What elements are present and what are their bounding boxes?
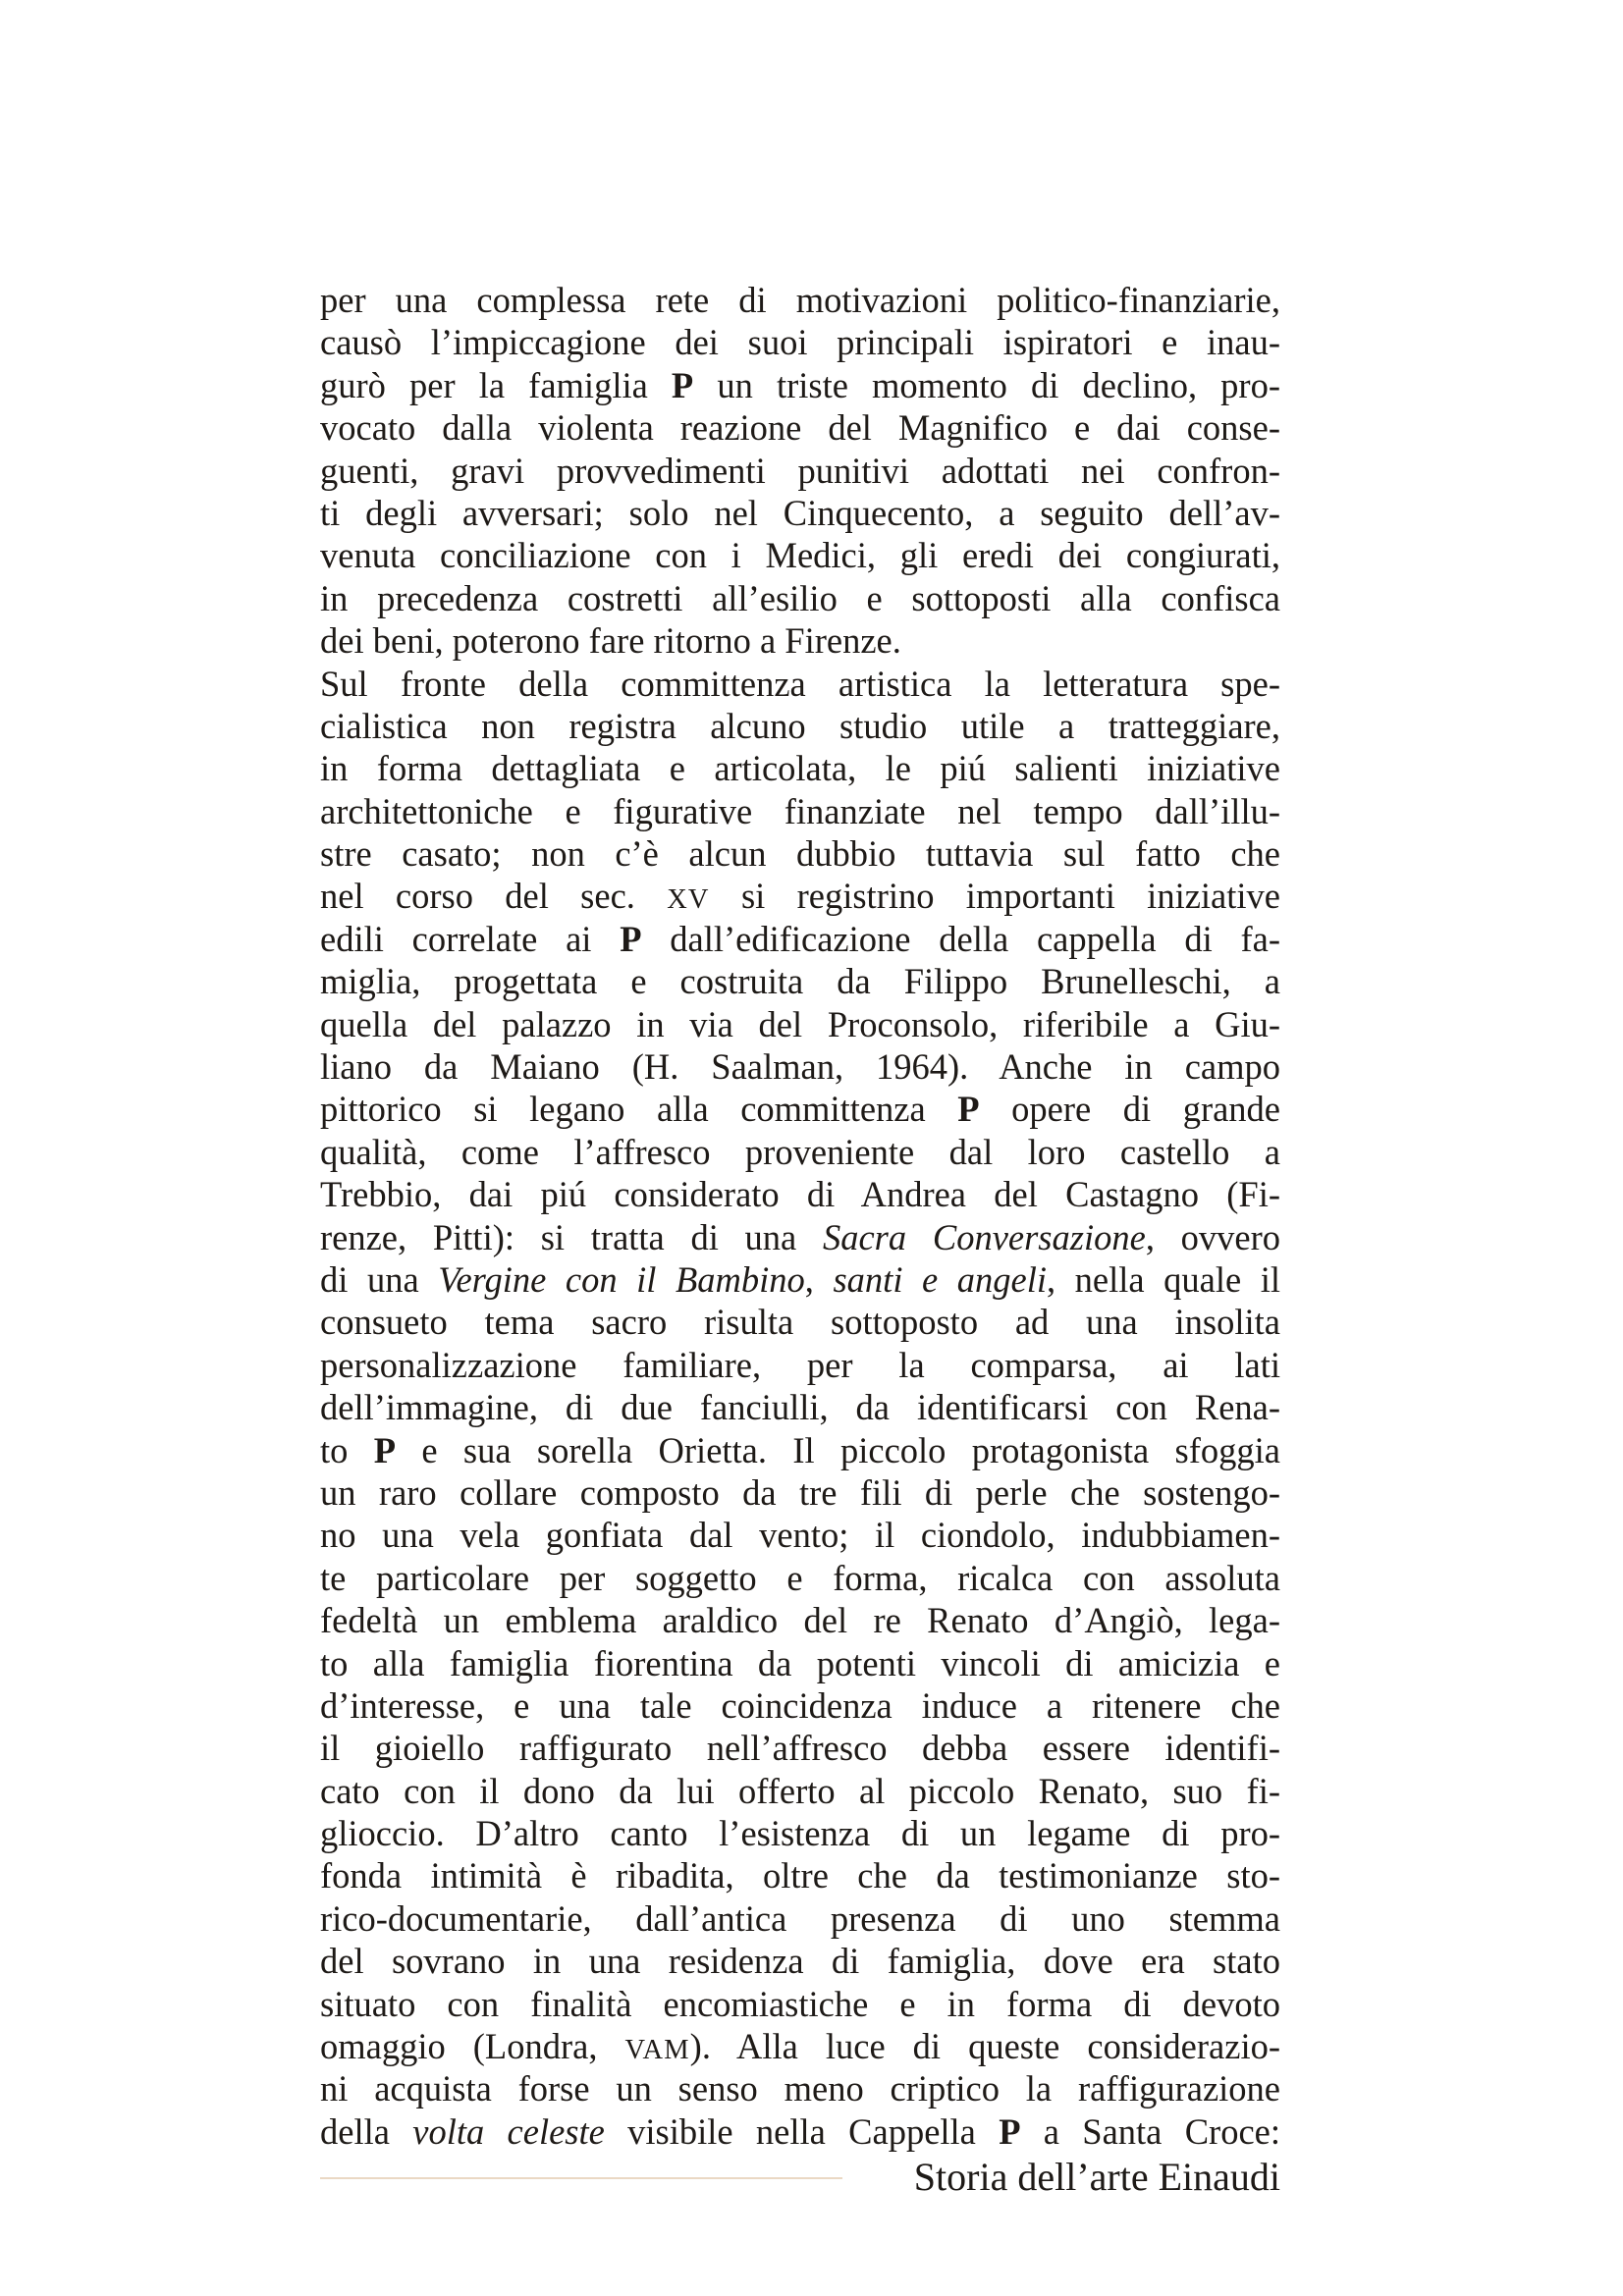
text-run: gurò per la famiglia bbox=[320, 364, 672, 405]
italic-title: volta celeste bbox=[412, 2110, 605, 2152]
family-initial-bold: P bbox=[671, 364, 694, 405]
text-run: per una complessa rete di motivazioni politico-finanziarie, bbox=[320, 280, 1280, 320]
text-line bbox=[320, 1088, 1280, 1130]
text-line bbox=[320, 1599, 1280, 1641]
text-line bbox=[320, 1173, 1280, 1215]
text-run: , ovvero bbox=[1145, 1216, 1280, 1257]
text-run: te particolare per soggetto e forma, ricalca con assoluta bbox=[320, 1557, 1280, 1598]
small-caps-text: VAM bbox=[624, 2035, 690, 2066]
italic-title: Vergine con il Bambino bbox=[438, 1258, 805, 1300]
text-run: qualità, come l’affresco proveniente dal loro castello a bbox=[320, 1131, 1280, 1172]
text-run: causò l’impiccagione dei suoi principali ispiratori e inau- bbox=[320, 322, 1280, 363]
text-line bbox=[320, 1344, 1280, 1386]
text-run: edili correlate ai bbox=[320, 918, 621, 959]
text-run: fedeltà un emblema araldico del re Renato d’Angiò, lega- bbox=[320, 1600, 1280, 1641]
text-line bbox=[320, 1642, 1280, 1684]
family-initial-bold: P bbox=[620, 918, 642, 959]
text-line bbox=[320, 1216, 1280, 1258]
text-run: dall’edificazione della cappella di fa- bbox=[641, 918, 1280, 959]
footer-title: Storia dell’arte Einaudi bbox=[913, 2155, 1280, 2199]
text-line bbox=[320, 790, 1280, 832]
text-run: liano da Maiano (H. Saalman, 1964). Anche in campo bbox=[320, 1046, 1280, 1088]
text-line bbox=[320, 1386, 1280, 1428]
text-line bbox=[320, 279, 1280, 321]
text-line bbox=[320, 577, 1280, 619]
text-run: quella del palazzo in via del Proconsolo, riferibile a Giu- bbox=[320, 1003, 1280, 1044]
text-run: opere di grande bbox=[979, 1089, 1280, 1130]
text-run: in forma dettagliata e articolata, le piú salienti iniziative bbox=[320, 748, 1280, 789]
text-run: fonda intimità è ribadita, oltre che da testimonianze sto- bbox=[320, 1855, 1280, 1896]
text-run: e sua sorella Orietta. Il piccolo protagonista sfoggia bbox=[396, 1429, 1280, 1470]
text-line bbox=[320, 1897, 1280, 1940]
text-run: dei beni, poterono fare ritorno a Firenze. bbox=[320, 620, 901, 662]
text-run: situato con finalità encomiastiche e in forma di devoto bbox=[320, 1983, 1280, 2024]
text-run: nel corso del sec. bbox=[320, 876, 668, 917]
text-line bbox=[320, 2025, 1280, 2067]
text-run: glioccio. D’altro canto l’esistenza di un legame di pro- bbox=[320, 1813, 1280, 1854]
text-run: ). Alla luce di queste considerazio- bbox=[689, 2026, 1280, 2067]
text-line bbox=[320, 832, 1280, 875]
text-line bbox=[320, 747, 1280, 789]
text-run: di una bbox=[320, 1258, 439, 1300]
italic-title: Sacra Conversazione bbox=[822, 1216, 1146, 1257]
text-run: il gioiello raffigurato nell’affresco debba essere identifi- bbox=[320, 1728, 1280, 1769]
small-caps-text: XV bbox=[667, 884, 710, 916]
text-line bbox=[320, 1727, 1280, 1769]
text-run: cato con il dono da lui offerto al piccolo Renato, suo fi- bbox=[320, 1770, 1280, 1811]
text-run: consueto tema sacro risulta sottoposto ad una insolita bbox=[320, 1302, 1280, 1343]
text-line bbox=[320, 1770, 1280, 1812]
text-line bbox=[320, 534, 1280, 576]
text-run: , nella quale il bbox=[1047, 1258, 1280, 1300]
family-initial-bold: P bbox=[957, 1089, 980, 1130]
text-run: del sovrano in una residenza di famiglia, dove era stato bbox=[320, 1941, 1280, 1982]
text-line bbox=[320, 1471, 1280, 1514]
text-run: d’interesse, e una tale coincidenza induce a ritenere che bbox=[320, 1684, 1280, 1726]
text-run: omaggio (Londra, bbox=[320, 2026, 625, 2067]
text-run: miglia, progettata e costruita da Filippo Brunelleschi, a bbox=[320, 961, 1280, 1002]
family-initial-bold: P bbox=[999, 2110, 1021, 2152]
text-run: ti degli avversari; solo nel Cinquecento, a seguito dell’av- bbox=[320, 492, 1280, 533]
text-line bbox=[320, 1429, 1280, 1471]
text-line bbox=[320, 406, 1280, 449]
text-run: cialistica non registra alcuno studio utile a tratteggiare, bbox=[320, 705, 1280, 746]
footer-divider bbox=[320, 2177, 842, 2179]
text-line bbox=[320, 1940, 1280, 1982]
text-run: un raro collare composto da tre fili di perle che sostengo- bbox=[320, 1471, 1280, 1513]
text-run: architettoniche e figurative finanziate nel tempo dall’illu- bbox=[320, 790, 1280, 831]
text-line bbox=[320, 321, 1280, 363]
text-line bbox=[320, 450, 1280, 492]
text-line bbox=[320, 1131, 1280, 1173]
text-line bbox=[320, 1514, 1280, 1556]
text-run: to bbox=[320, 1429, 374, 1470]
text-run: to alla famiglia fiorentina da potenti vincoli di amicizia e bbox=[320, 1642, 1280, 1683]
text-run: un triste momento di declino, pro- bbox=[693, 364, 1280, 405]
text-line bbox=[320, 2067, 1280, 2109]
text-run: renze, Pitti): si tratta di una bbox=[320, 1216, 823, 1257]
text-line bbox=[320, 1812, 1280, 1854]
text-run: rico-documentarie, dall’antica presenza di uno stemma bbox=[320, 1897, 1280, 1939]
text-run: , bbox=[804, 1258, 834, 1300]
text-run: a Santa Croce: bbox=[1020, 2110, 1280, 2152]
text-line bbox=[320, 1301, 1280, 1343]
italic-title: santi e angeli bbox=[833, 1258, 1047, 1300]
text-run: si registrino importanti iniziative bbox=[709, 876, 1280, 917]
text-run: visibile nella Cappella bbox=[604, 2110, 1000, 2152]
text-line bbox=[320, 1854, 1280, 1896]
text-line bbox=[320, 1557, 1280, 1599]
text-run: vocato dalla violenta reazione del Magnifico e dai conse- bbox=[320, 407, 1280, 449]
text-line bbox=[320, 2110, 1280, 2153]
text-line bbox=[320, 1003, 1280, 1045]
text-line bbox=[320, 918, 1280, 960]
body-text bbox=[320, 279, 1280, 2153]
text-line bbox=[320, 492, 1280, 534]
text-run: stre casato; non c’è alcun dubbio tuttavia sul fatto che bbox=[320, 833, 1280, 875]
text-line bbox=[320, 960, 1280, 1002]
family-initial-bold: P bbox=[373, 1429, 397, 1470]
text-run: in precedenza costretti all’esilio e sottoposti alla confisca bbox=[320, 577, 1280, 618]
text-run: Trebbio, dai piú considerato di Andrea del Castagno (Fi- bbox=[320, 1174, 1280, 1215]
text-run: no una vela gonfiata dal vento; il ciondolo, indubbiamen- bbox=[320, 1515, 1280, 1556]
text-run: della bbox=[320, 2110, 413, 2152]
text-line bbox=[320, 875, 1280, 917]
text-run: pittorico si legano alla committenza bbox=[320, 1089, 958, 1130]
text-line bbox=[320, 364, 1280, 406]
text-run: guenti, gravi provvedimenti punitivi adottati nei confron- bbox=[320, 450, 1280, 491]
text-line bbox=[320, 1045, 1280, 1088]
text-line bbox=[320, 663, 1280, 705]
text-run: dell’immagine, di due fanciulli, da identificarsi con Rena- bbox=[320, 1387, 1280, 1428]
text-line bbox=[320, 619, 1280, 662]
text-run: Sul fronte della committenza artistica la letteratura spe- bbox=[320, 663, 1280, 704]
text-line bbox=[320, 1983, 1280, 2025]
text-line bbox=[320, 1684, 1280, 1727]
text-run: venuta conciliazione con i Medici, gli eredi dei congiurati, bbox=[320, 535, 1280, 576]
text-run: personalizzazione familiare, per la comparsa, ai lati bbox=[320, 1344, 1280, 1385]
text-line bbox=[320, 705, 1280, 747]
text-line bbox=[320, 1258, 1280, 1301]
text-run: ni acquista forse un senso meno criptico la raffigurazione bbox=[320, 2068, 1280, 2109]
